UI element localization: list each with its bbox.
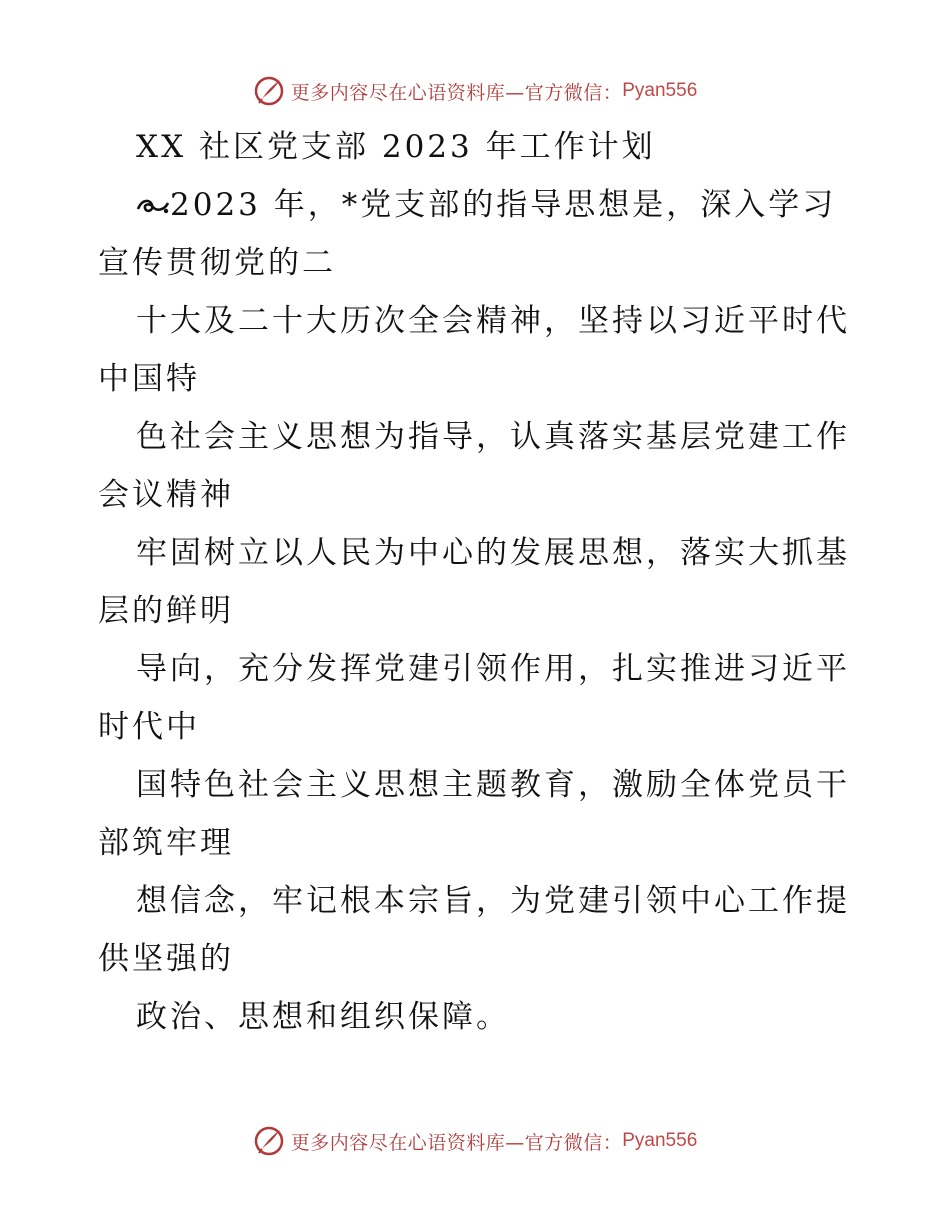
paragraph-line: 国特色社会主义思想主题教育，激励全体党员干 [136, 767, 850, 803]
paragraph-line: 层的鲜明 [98, 593, 234, 629]
swirl-ornament-icon [136, 195, 170, 217]
footer-banner [0, 1121, 950, 1161]
paragraph-line: 导向，充分发挥党建引领作用，扎实推进习近平 [136, 651, 850, 687]
paragraph-line: 中国特 [98, 361, 200, 397]
feather-pen-logo-icon [253, 1125, 285, 1157]
paragraph-line [98, 176, 858, 234]
paragraph-line: 十大及二十大历次全会精神，坚持以习近平时代 [136, 303, 850, 339]
paragraph-line: 供坚强的 [98, 941, 234, 977]
banner-wechat-id: Pyan556 [622, 1130, 698, 1151]
paragraph-line: 时代中 [98, 709, 200, 745]
paragraph-line: 会议精神 [98, 477, 234, 513]
document-title: XX 社区党支部 2023 年工作计划 [136, 129, 656, 165]
header-banner [0, 71, 950, 111]
paragraph-line: 部筑牢理 [98, 825, 234, 861]
feather-pen-logo-icon [253, 75, 285, 107]
banner-text: 更多内容尽在心语资料库—官方微信： [290, 81, 623, 104]
paragraph-text: 2023 年，*党支部的指导思想是，深入学习 [170, 187, 837, 223]
banner-text: 更多内容尽在心语资料库—官方微信： [290, 1131, 623, 1154]
paragraph-line: 想信念，牢记根本宗旨，为党建引领中心工作提 [136, 883, 850, 919]
banner-wechat-id: Pyan556 [622, 80, 698, 101]
paragraph-line: 色社会主义思想为指导，认真落实基层党建工作 [136, 419, 850, 455]
paragraph-line: 牢固树立以人民为中心的发展思想，落实大抓基 [136, 535, 850, 571]
paragraph-line: 宣传贯彻党的二 [98, 245, 336, 281]
paragraph-line: 政治、思想和组织保障。 [136, 999, 510, 1035]
document-body [98, 118, 858, 1046]
